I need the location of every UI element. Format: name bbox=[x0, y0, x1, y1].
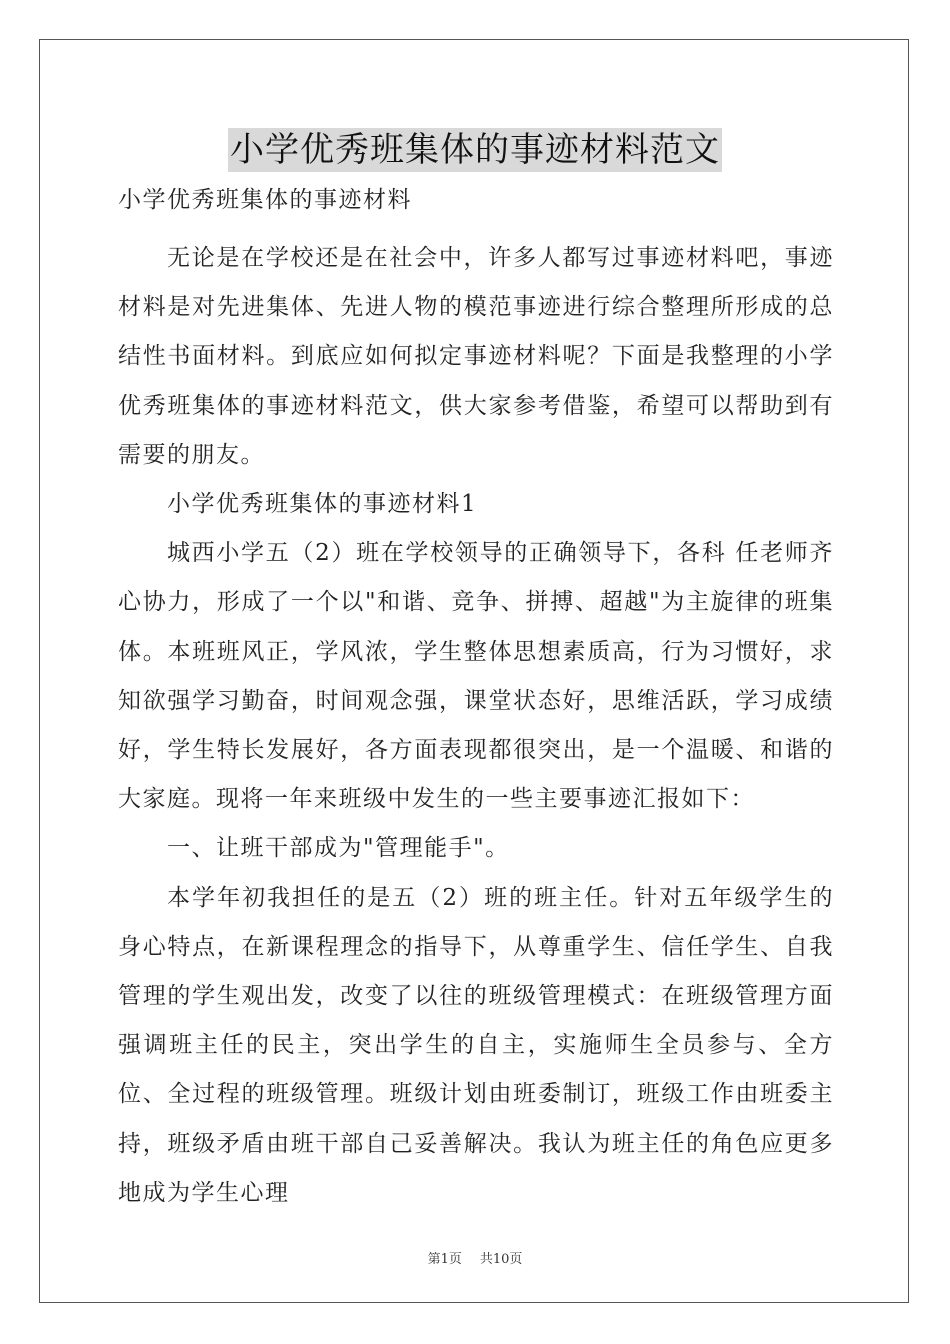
page-number: 第1页 bbox=[427, 1252, 462, 1267]
page-footer bbox=[0, 1248, 950, 1267]
paragraph-intro: 无论是在学校还是在社会中，许多人都写过事迹材料吧，事迹材料是对先进集体、先进人物的模范事迹进行综合整理所形成的总结性书面材料。到底应如何拟定事迹材料呢？下面是我整理的小学优秀班集体的事迹材料范文，供大家参考借鉴，希望可以帮助到有需要的朋友。 bbox=[118, 245, 834, 468]
section-point-one: 一、让班干部成为"管理能手"。 bbox=[167, 835, 510, 862]
paragraph-management: 本学年初我担任的是五（2）班的班主任。针对五年级学生的身心特点，在新课程理念的指导下，从尊重学生、信任学生、自我管理的学生观出发，改变了以往的班级管理模式：在班级管理方面强调班主任的民主，突出学生的自主，实施师生全员参与、全方位、全过程的班级管理。班级计划由班委制订，班级工作由班委主持，班级矛盾由班干部自己妥善解决。我认为班主任的角色应更多地成为学生心理 bbox=[118, 884, 834, 1206]
title-container bbox=[0, 128, 950, 172]
document-subtitle: 小学优秀班集体的事迹材料 bbox=[118, 187, 412, 213]
document-title: 小学优秀班集体的事迹材料范文 bbox=[230, 130, 720, 170]
paragraph-class-overview: 城西小学五（2）班在学校领导的正确领导下，各科 任老师齐心协力，形成了一个以"和谐、竞争、拼搏、超越"为主旋律的班集体。本班班风正，学风浓，学生整体思想素质高，行为习惯好，求知欲强学习勤奋，时间观念强，课堂状态好，思维活跃，学习成绩好，学生特长发展好，各方面表现都很突出，是一个温暖、和谐的大家庭。现将一年来班级中发生的一些主要事迹汇报如下： bbox=[118, 540, 834, 813]
document-body bbox=[118, 180, 834, 1218]
section-heading: 小学优秀班集体的事迹材料1 bbox=[167, 491, 478, 518]
page-total: 共10页 bbox=[479, 1252, 523, 1267]
